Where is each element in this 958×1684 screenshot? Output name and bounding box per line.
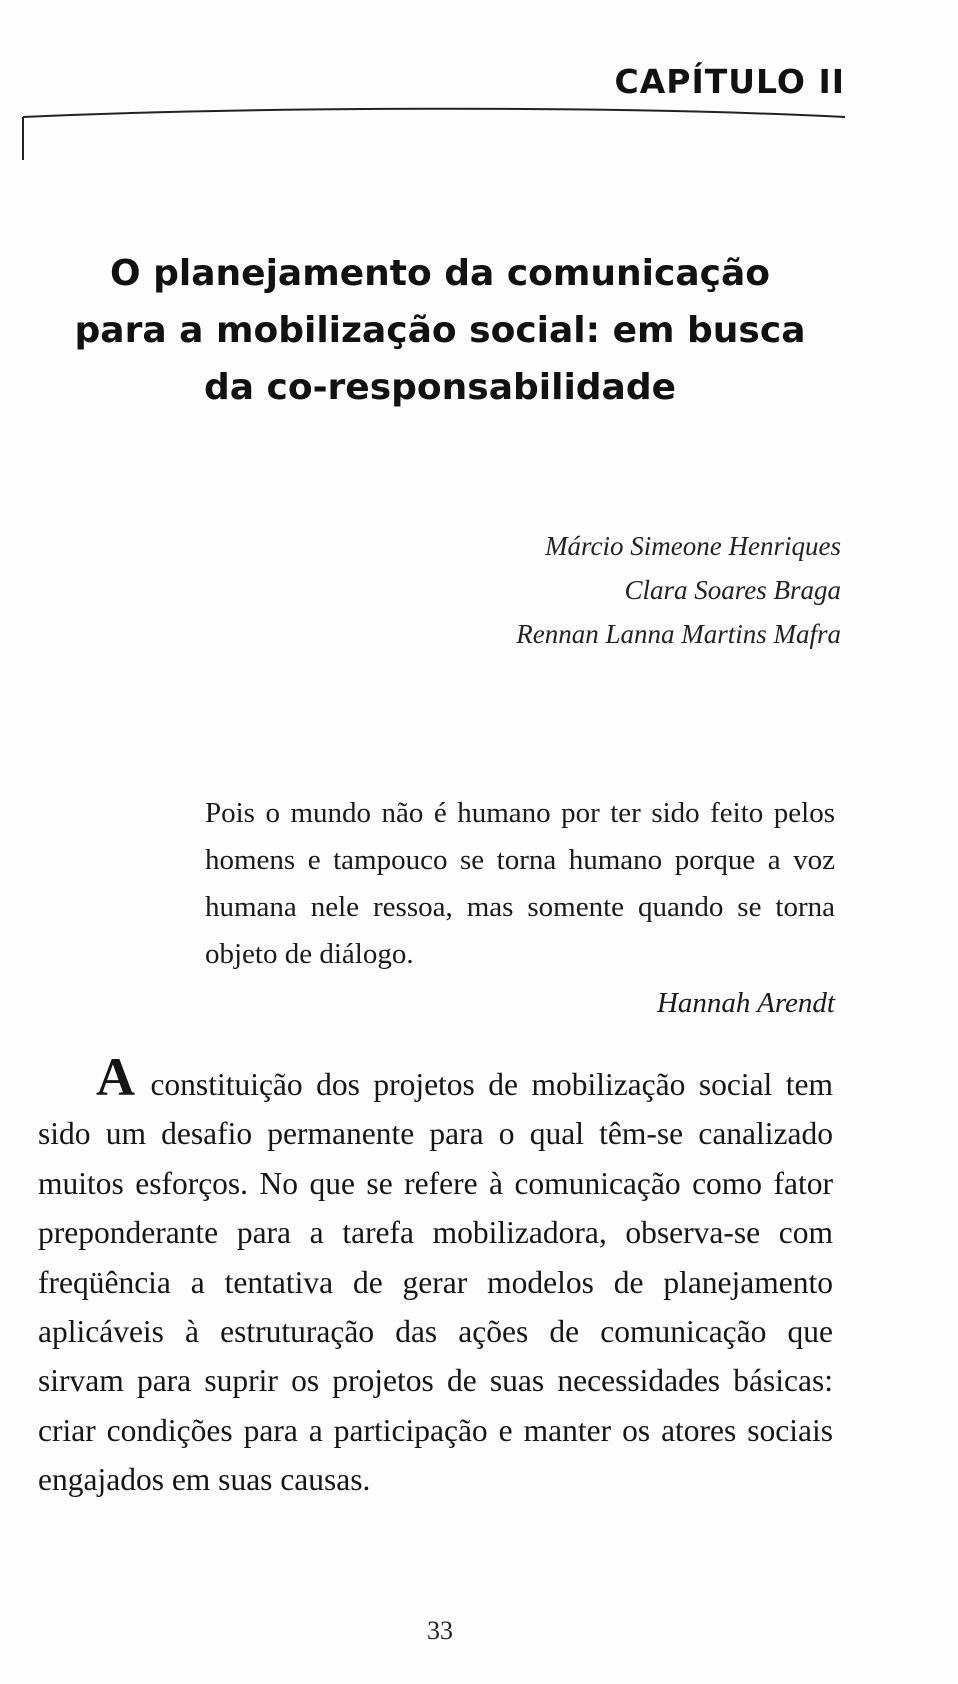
chapter-title-line-2: para a mobilização social: em busca (74, 310, 806, 351)
author-name: Márcio Simeone Henriques (545, 531, 841, 561)
author-name: Clara Soares Braga (624, 575, 841, 605)
body-paragraph (38, 1047, 833, 1505)
chapter-rule (0, 0, 958, 180)
chapter-title (40, 245, 840, 416)
chapter-label: CAPÍTULO II (614, 62, 845, 101)
author-name: Rennan Lanna Martins Mafra (516, 619, 841, 649)
drop-cap: A (96, 1047, 135, 1107)
body-text (38, 1047, 833, 1505)
epigraph (205, 790, 835, 1027)
page-number: 33 (427, 1616, 453, 1645)
epigraph-author: Hannah Arendt (656, 987, 835, 1019)
chapter-title-line-1: O planejamento da comunicação (109, 253, 771, 294)
author-list (516, 524, 841, 656)
chapter-title-line-3: da co-responsabilidade (203, 367, 677, 408)
chapter-rule-line (23, 109, 845, 117)
body-paragraph-text: constituição dos projetos de mobilização social tem sido um desafio permanente para o qual têm-se canalizado muitos esforços. No que se refere à comunicação como fator preponderante para a tarefa mobilizadora, observa-se com freqüência a tentativa de gerar modelos de planejamento aplicáveis à estruturação das ações de comunicação que sirvam para suprir os projetos de suas necessidades básicas: criar condições para a participação e manter os atores sociais engajados em suas causas. (38, 1067, 833, 1498)
epigraph-quote: Pois o mundo não é humano por ter sido feito pelos homens e tampouco se torna humano porque a voz humana nele ressoa, mas somente quando se torna objeto de diálogo. (205, 797, 835, 970)
